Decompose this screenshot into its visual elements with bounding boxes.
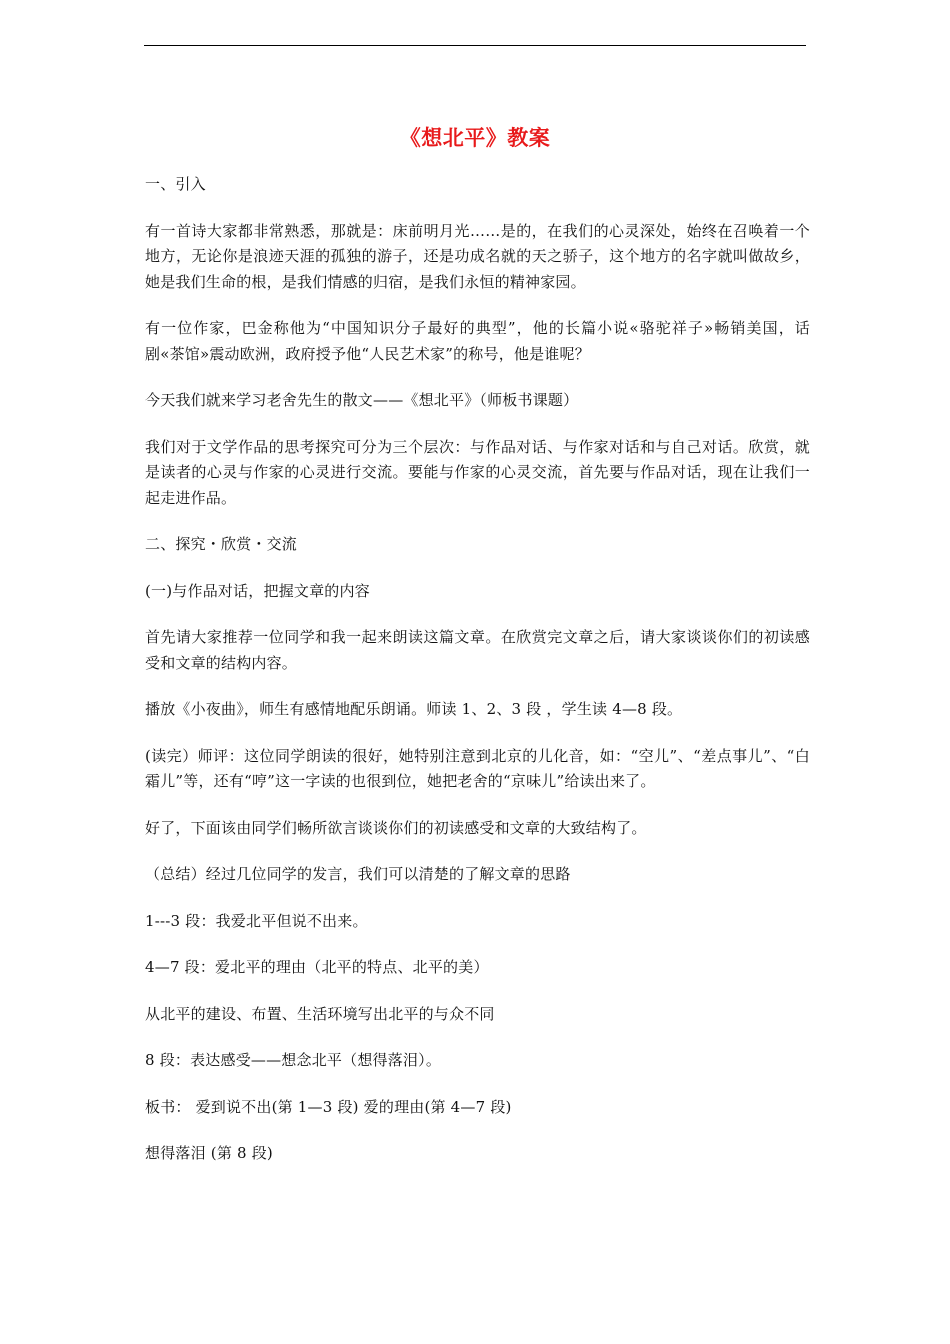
paragraph: 有一位作家，巴金称他为“中国知识分子最好的典型”，他的长篇小说«骆驼祥子»畅销美国，话剧«茶馆»震动欧洲，政府授予他“人民艺术家”的称号，他是谁呢？: [145, 319, 810, 363]
document-title: 《想北平》教案: [399, 125, 551, 150]
outline-item: 从北平的建设、布置、生活环境写出北平的与众不同: [145, 1004, 495, 1023]
outline-item: 4—7 段：爱北平的理由（北平的特点、北平的美）: [145, 958, 489, 976]
section-heading-explore: 二、探究・欣赏・交流: [145, 535, 298, 553]
document-body: [145, 172, 810, 1188]
paragraph: 今天我们就来学习老舍先生的散文——《想北平》（师板书课题）: [145, 391, 579, 409]
paragraph: 播放《小夜曲》，师生有感情地配乐朗诵。师读 1、2、3 段 ，学生读 4—8 段。: [145, 700, 683, 718]
paragraph: （总结）经过几位同学的发言，我们可以清楚的了解文章的思路: [145, 865, 571, 883]
blackboard-notes: 想得落泪 (第 8 段): [145, 1144, 273, 1162]
subsection-heading: (一)与作品对话，把握文章的内容: [145, 581, 370, 600]
paragraph: 首先请大家推荐一位同学和我一起来朗读这篇文章。在欣赏完文章之后，请大家谈谈你们的初读感受和文章的结构内容。: [145, 628, 810, 672]
paragraph: 我们对于文学作品的思考探究可分为三个层次：与作品对话、与作家对话和与自己对话。欣赏，就是读者的心灵与作家的心灵进行交流。要能与作家的心灵交流，首先要与作品对话，现在让我们一起走进作品。: [145, 437, 810, 507]
paragraph: 好了，下面该由同学们畅所欲言谈谈你们的初读感受和文章的大致结构了。: [145, 818, 647, 837]
blackboard-notes: 板书： 爱到说不出(第 1—3 段) 爱的理由(第 4—7 段): [145, 1097, 512, 1116]
paragraph: (读完）师评：这位同学朗读的很好，她特别注意到北京的儿化音，如：“空儿”、“差点事儿”、“白霜儿”等，还有“哼”这一字读的也很到位，她把老舍的“京味儿”给读出来了。: [145, 746, 810, 790]
paragraph: 有一首诗大家都非常熟悉，那就是：床前明月光……是的，在我们的心灵深处，始终在召唤着一个地方，无论你是浪迹天涯的孤独的游子，还是功成名就的天之骄子，这个地方的名字就叫做故乡，她是我们生命的根，是我们情感的归宿，是我们永恒的精神家园。: [145, 221, 810, 291]
header-rule: [144, 45, 806, 46]
section-heading-intro: 一、引入: [145, 175, 206, 193]
outline-item: 1---3 段：我爱北平但说不出来。: [145, 911, 368, 930]
outline-item: 8 段：表达感受——想念北平（想得落泪）。: [145, 1051, 442, 1069]
